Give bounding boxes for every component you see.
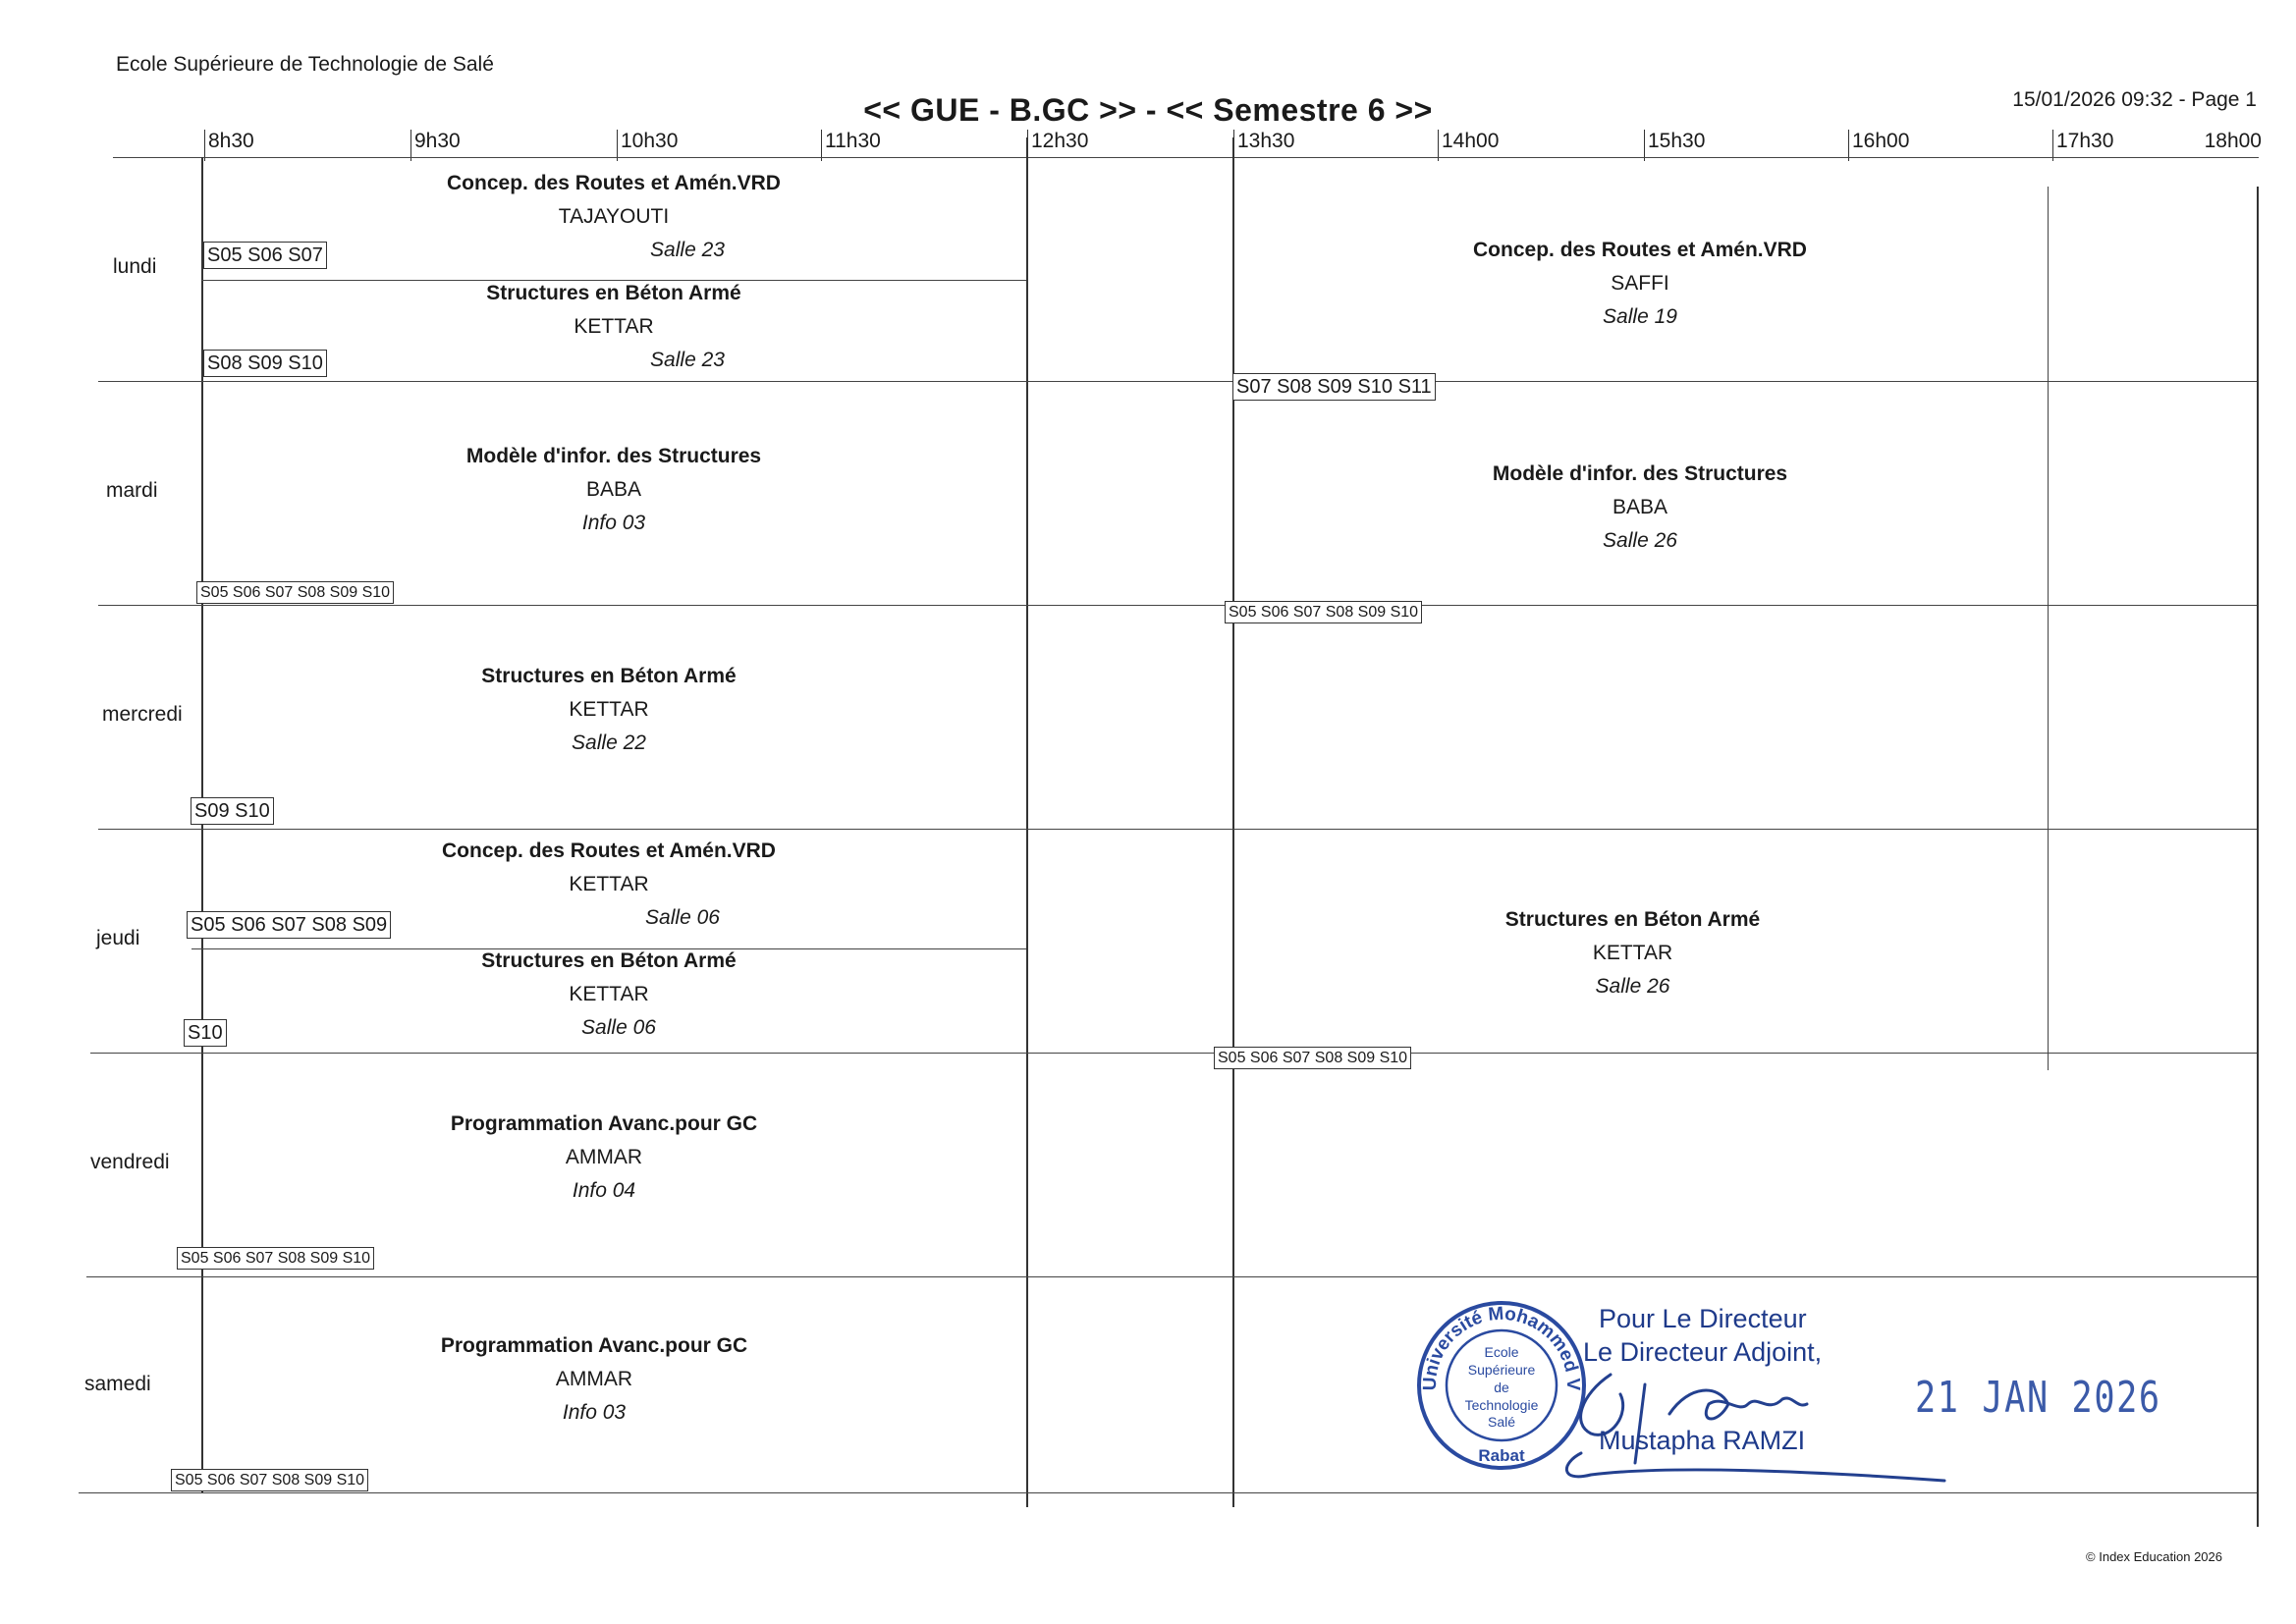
day-label: vendredi — [90, 1151, 170, 1173]
group-list: S05 S06 S07 S08 S09 S10 — [1214, 1047, 1411, 1069]
page-title: << GUE - B.GC >> - << Semestre 6 >> — [863, 92, 1433, 128]
signatory-name: Mustapha RAMZI — [1599, 1426, 1806, 1455]
group-list: S05 S06 S07 S08 S09 S10 — [1225, 601, 1422, 623]
room-name: Salle 26 — [1595, 975, 1670, 998]
time-label: 12h30 — [1027, 130, 1088, 161]
grid-line — [2257, 187, 2259, 1527]
grid-line — [1026, 137, 1028, 1507]
group-list: S10 — [184, 1019, 227, 1047]
session-block[interactable] — [1223, 903, 2043, 1003]
session-block[interactable] — [1232, 458, 2048, 558]
subject-name: Concep. des Routes et Amén.VRD — [447, 172, 781, 194]
grid-line — [1232, 137, 1234, 1507]
teacher-name: TAJAYOUTI — [558, 205, 670, 228]
grid-line — [2048, 187, 2049, 1070]
subject-name: Modèle d'infor. des Structures — [1492, 462, 1788, 485]
room-name: Salle 26 — [1603, 529, 1677, 552]
grid-line — [79, 1492, 2257, 1493]
teacher-name: AMMAR — [555, 1368, 633, 1390]
subject-name: Programmation Avanc.pour GC — [440, 1334, 748, 1357]
time-label: 9h30 — [410, 130, 461, 161]
time-label: 18h00 — [2204, 130, 2262, 152]
stamp-inner-text: Salé — [1487, 1414, 1516, 1430]
session-block[interactable] — [191, 660, 1026, 760]
stamp-inner-text: Ecole — [1484, 1344, 1519, 1360]
teacher-name: KETTAR — [569, 698, 649, 721]
stamp-bottom-text: Rabat — [1478, 1446, 1525, 1465]
time-label: 11h30 — [821, 130, 881, 161]
session-block[interactable] — [201, 440, 1026, 540]
room-name: Salle 06 — [645, 906, 720, 929]
group-list: S05 S06 S07 S08 S09 S10 — [196, 581, 394, 604]
time-label: 8h30 — [204, 130, 254, 161]
subject-name: Concep. des Routes et Amén.VRD — [442, 839, 776, 862]
grid-line — [98, 381, 2257, 382]
group-list: S05 S06 S07 — [203, 242, 327, 269]
day-label: mercredi — [102, 703, 183, 726]
teacher-name: SAFFI — [1611, 272, 1669, 295]
subject-name: Programmation Avanc.pour GC — [450, 1112, 758, 1135]
signature-line2: Le Directeur Adjoint, — [1583, 1337, 1823, 1367]
teacher-name: BABA — [1612, 496, 1668, 518]
room-name: Salle 23 — [650, 239, 725, 261]
teacher-name: AMMAR — [565, 1146, 643, 1168]
copyright-footer: © Index Education 2026 — [2086, 1549, 2222, 1564]
session-block[interactable] — [182, 1108, 1026, 1208]
subject-name: Modèle d'infor. des Structures — [465, 445, 762, 467]
session-block[interactable] — [172, 1329, 1016, 1430]
time-label: 13h30 — [1233, 130, 1294, 161]
room-name: Salle 23 — [650, 349, 725, 371]
group-list: S07 S08 S09 S10 S11 — [1232, 373, 1436, 401]
signature-line1: Pour Le Directeur — [1599, 1304, 1807, 1333]
stamp-inner-text: Technologie — [1464, 1397, 1539, 1413]
room-name: Salle 22 — [572, 731, 646, 754]
received-date-stamp: 21 JAN 2026 — [1915, 1373, 2161, 1423]
day-label: lundi — [113, 255, 157, 278]
subject-name: Structures en Béton Armé — [481, 949, 737, 972]
group-list: S05 S06 S07 S08 S09 — [187, 911, 391, 939]
teacher-name: BABA — [585, 478, 642, 501]
room-name: Salle 19 — [1603, 305, 1677, 328]
group-list: S08 S09 S10 — [203, 350, 327, 377]
day-label: jeudi — [96, 927, 140, 949]
stamp-inner-text: Supérieure — [1467, 1362, 1536, 1378]
day-label: samedi — [84, 1373, 151, 1395]
teacher-name: KETTAR — [569, 983, 649, 1005]
time-label: 16h00 — [1848, 130, 1909, 161]
room-name: Info 03 — [562, 1401, 627, 1424]
teacher-name: KETTAR — [569, 873, 649, 895]
time-label: 15h30 — [1644, 130, 1705, 161]
time-label: 10h30 — [617, 130, 678, 161]
room-name: Info 04 — [572, 1179, 636, 1202]
grid-line — [86, 1276, 2257, 1277]
room-name: Info 03 — [581, 512, 646, 534]
subject-name: Concep. des Routes et Amén.VRD — [1473, 239, 1807, 261]
print-date: 15/01/2026 09:32 - Page 1 — [2012, 88, 2257, 111]
room-name: Salle 06 — [581, 1016, 656, 1039]
session-block[interactable] — [191, 945, 1026, 1045]
grid-line — [113, 157, 2259, 158]
group-list: S09 S10 — [191, 797, 274, 825]
stamp-ring-text: Université Mohammed V — [1419, 1303, 1584, 1391]
grid-line — [90, 1053, 2257, 1054]
handwritten-signature — [1552, 1355, 1964, 1492]
time-label: 17h30 — [2052, 130, 2113, 161]
teacher-name: KETTAR — [1592, 942, 1673, 964]
teacher-name: KETTAR — [574, 315, 654, 338]
group-list: S05 S06 S07 S08 S09 S10 — [171, 1469, 368, 1491]
subject-name: Structures en Béton Armé — [481, 665, 737, 687]
time-label: 14h00 — [1438, 130, 1499, 161]
subject-name: Structures en Béton Armé — [1504, 908, 1761, 931]
group-list: S05 S06 S07 S08 S09 S10 — [177, 1247, 374, 1270]
session-block[interactable] — [1232, 234, 2048, 334]
grid-line — [98, 829, 2257, 830]
subject-name: Structures en Béton Armé — [486, 282, 741, 304]
school-name: Ecole Supérieure de Technologie de Salé — [116, 53, 494, 76]
grid-line — [98, 605, 2257, 606]
stamp-inner-text: de — [1494, 1380, 1509, 1395]
day-label: mardi — [106, 479, 158, 502]
